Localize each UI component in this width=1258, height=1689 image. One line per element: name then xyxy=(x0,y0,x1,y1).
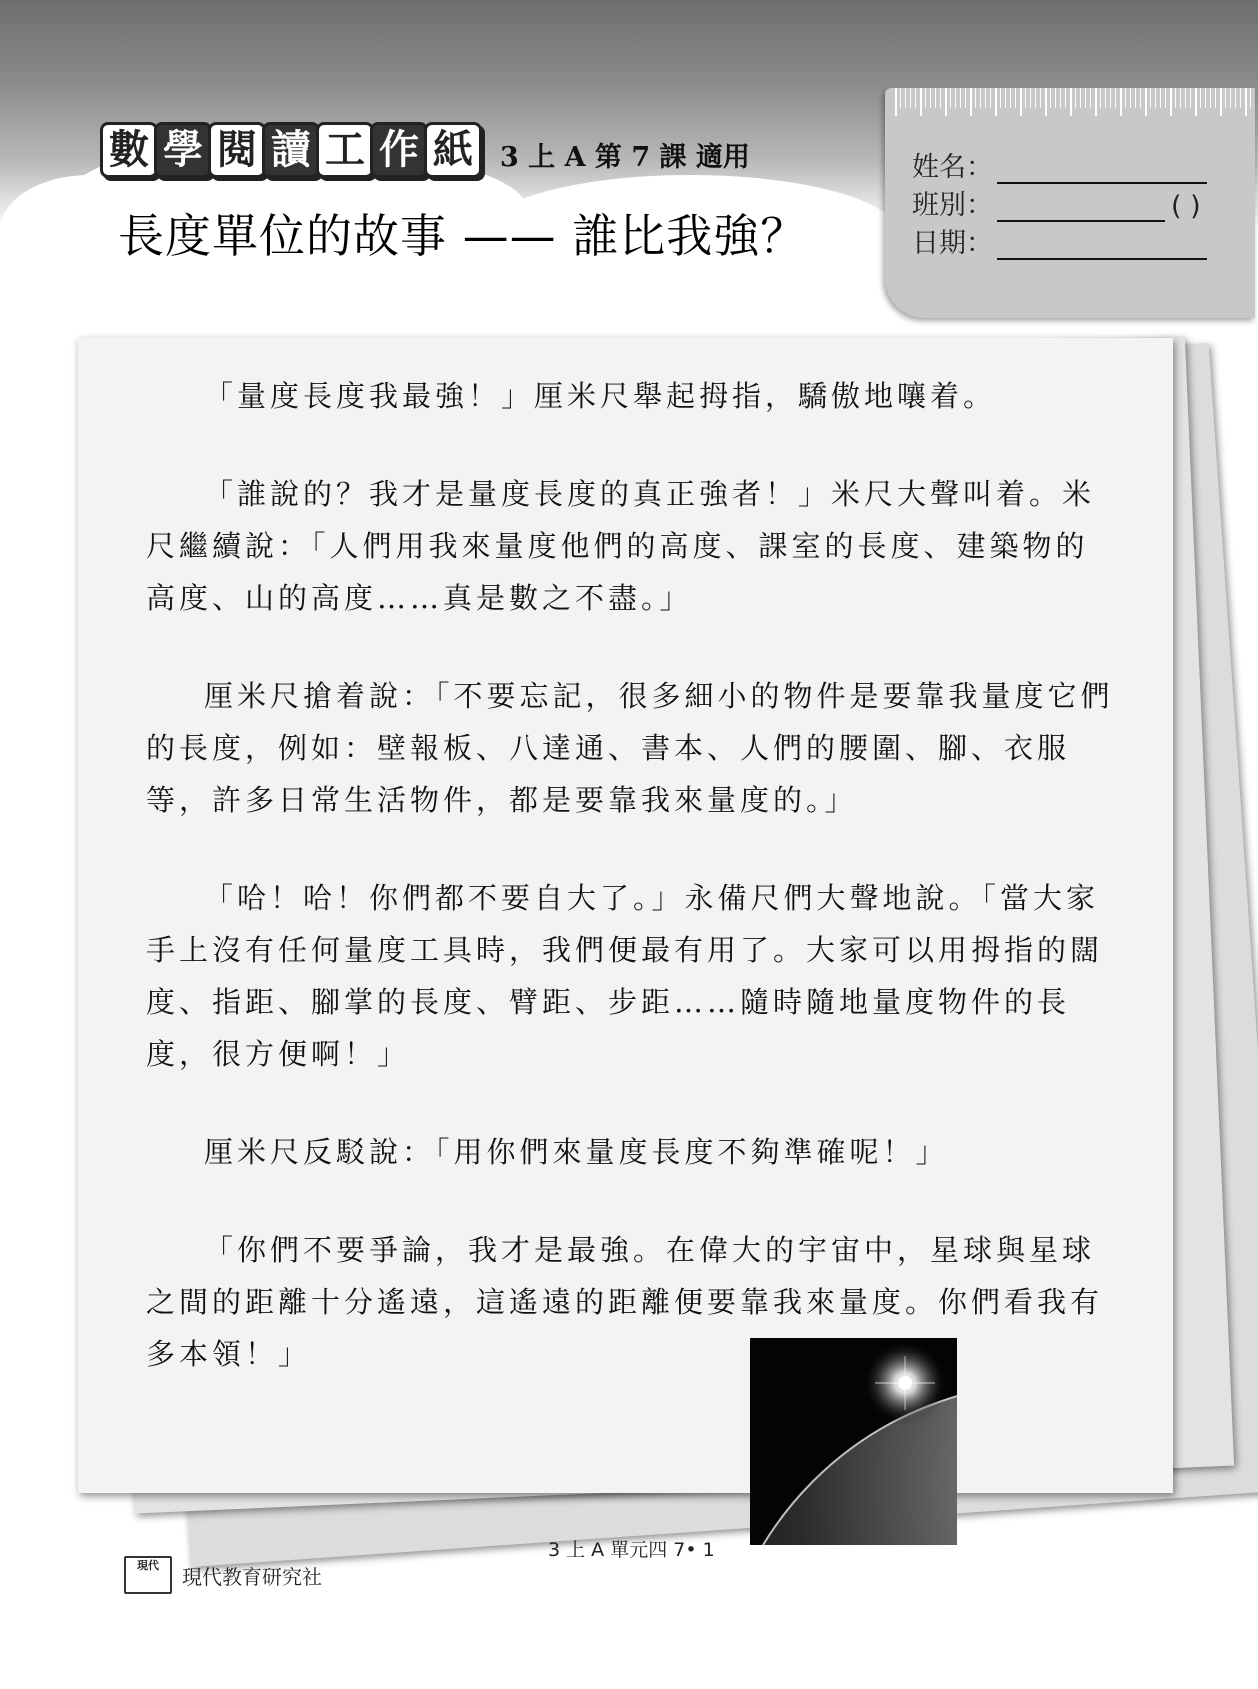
logo-char: 閱 xyxy=(208,122,266,178)
date-label: 日期： xyxy=(912,228,993,259)
story-paragraph: 「你們不要爭論，我才是最強。在偉大的宇宙中，星球與星球之間的距離十分遙遠，這遙遠的距離便要靠我來量度。你們看我有多本領！」 xyxy=(146,1233,1104,1371)
story-paragraph: 厘米尺反駁說：「用你們來量度長度不夠準確呢！」 xyxy=(204,1135,949,1169)
earth-illustration xyxy=(750,1338,957,1545)
lesson-label: 3 上 A 第 7 課 適用 xyxy=(500,142,750,173)
story-paragraph: 「量度長度我最強！」厘米尺舉起拇指，驕傲地嚷着。 xyxy=(204,379,997,413)
story-paragraph: 「誰說的？我才是量度長度的真正強者！」米尺大聲叫着。米尺繼續說：「人們用我來量度他們的高度、課室的長度、建築物的高度、山的高度……真是數之不盡。」 xyxy=(146,477,1096,615)
logo-char: 數 xyxy=(100,122,158,178)
logo-char: 學 xyxy=(154,122,212,178)
publisher-logo-icon: 現代 xyxy=(124,1556,172,1594)
logo-char: 紙 xyxy=(424,122,482,178)
story-paragraph: 厘米尺搶着說：「不要忘記，很多細小的物件是要靠我量度它們的長度，例如：壁報板、八達通、書本、人們的腰圍、腳、衣服等，許多日常生活物件，都是要靠我來量度的。」 xyxy=(146,679,1114,817)
publisher-mark xyxy=(124,1556,322,1594)
class-label: 班別： xyxy=(912,190,993,221)
date-field xyxy=(912,221,1207,260)
publisher-name: 現代教育研究社 xyxy=(182,1564,322,1589)
ruler-ticks-major xyxy=(895,88,1255,116)
worksheet-logo xyxy=(100,122,478,178)
name-label: 姓名： xyxy=(912,152,993,183)
class-field xyxy=(912,183,1201,222)
class-input-line[interactable] xyxy=(997,190,1165,222)
earth-from-space-photo xyxy=(750,1338,957,1545)
page-number: 3 上 A 單元四 7• 1 xyxy=(548,1539,715,1561)
story-text xyxy=(146,370,1114,1426)
logo-char: 作 xyxy=(370,122,428,178)
name-field xyxy=(912,145,1207,184)
logo-char: 讀 xyxy=(262,122,320,178)
name-input-line[interactable] xyxy=(997,152,1207,184)
date-input-line[interactable] xyxy=(997,228,1207,260)
class-number-bracket[interactable]: ( ) xyxy=(1171,191,1201,222)
page-title: 長度單位的故事 —— 誰比我強？ xyxy=(118,209,808,263)
logo-char: 工 xyxy=(316,122,374,178)
story-paragraph: 「哈！哈！你們都不要自大了。」永備尺們大聲地說。「當大家手上沒有任何量度工具時，我們便最有用了。大家可以用拇指的闊度、指距、腳掌的長度、臂距、步距……隨時隨地量度物件的長度，很方便啊！」 xyxy=(146,881,1104,1071)
